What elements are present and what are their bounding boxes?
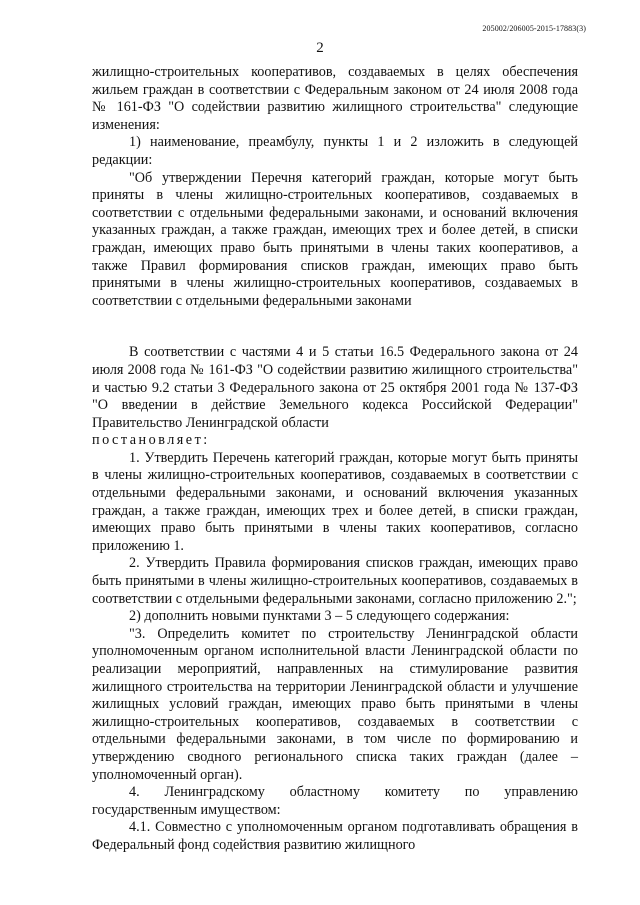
document-body [92, 64, 578, 855]
paragraph-preamble: В соответствии с частями 4 и 5 статьи 16.5 Федерального закона от 24 июля 2008 года № 161-ФЗ "О содействии развитию жилищного строительства" и частью 9.2 статьи 3 Федерального закона от 25 октября 2001 года № 137-ФЗ "О введении в действие Земельного кодекса Российской Федерации" Правительство Ленинградской области [92, 344, 578, 431]
paragraph-item-2: 2) дополнить новыми пунктами 3 – 5 следующего содержания: [129, 608, 510, 625]
paragraph-intro: жилищно-строительных кооперативов, создаваемых в целях обеспечения жильем граждан в соответствии с Федеральным законом от 24 июля 2008 года № 161-ФЗ "О содействии развитию жилищного строительства" следующие изменения: [92, 64, 578, 133]
page-number: 2 [316, 40, 324, 56]
paragraph-new-title: "Об утверждении Перечня категорий граждан, которые могут быть приняты в члены жилищно-строительных кооперативов, создаваемых в соответствии с отдельными федеральными законами, и оснований включения указанных граждан, а также граждан, имеющих трех и более детей, в списки граждан, имеющих право быть принятыми в члены таких кооперативов, а также Правил формирования списков граждан, имеющих право быть принятыми в члены жилищно-строительных кооперативов, создаваемых в соответствии с отдельными федеральными законами [92, 169, 578, 309]
paragraph-point-3: "3. Определить комитет по строительству Ленинградской области уполномоченным органом исполнительной власти Ленинградской области по реализации мероприятий, направленных на стимулирование развития жилищного строительства на территории Ленинградской области и улучшение жилищных условий граждан, имеющих право быть принятыми в члены жилищно-строительных кооперативов, создаваемых в соответствии с отдельными федеральными законами, в том числе по формированию и утверждению сводного регионального списка таких граждан (далее – уполномоченный орган). [92, 625, 578, 783]
paragraph-point-4: 4. Ленинградскому областному комитету по управлению государственным имуществом: [92, 784, 578, 818]
decree-word: постановляет: [92, 432, 210, 449]
paragraph-gap [92, 310, 578, 344]
paragraph-point-1: 1. Утвердить Перечень категорий граждан, которые могут быть приняты в члены жилищно-строительных кооперативов, создаваемых в соответствии с отдельными федеральными законами, и оснований включения указанных граждан, а также граждан, имеющих трех и более детей, в списки граждан, имеющих право быть принятыми в члены таких кооперативов, согласно приложению 1. [92, 449, 578, 554]
paragraph-item-1: 1) наименование, преамбулу, пункты 1 и 2 изложить в следующей редакции: [92, 134, 578, 168]
paragraph-point-2: 2. Утвердить Правила формирования списков граждан, имеющих право быть принятыми в члены жилищно-строительных кооперативов, создаваемых в соответствии с отдельными федеральными законами, согласно приложению 2."; [92, 555, 578, 607]
document-code: 205002/206005-2015-17883(3) [482, 24, 586, 33]
paragraph-point-4-1: 4.1. Совместно с уполномоченным органом подготавливать обращения в Федеральный фонд содействия развитию жилищного [92, 819, 578, 853]
